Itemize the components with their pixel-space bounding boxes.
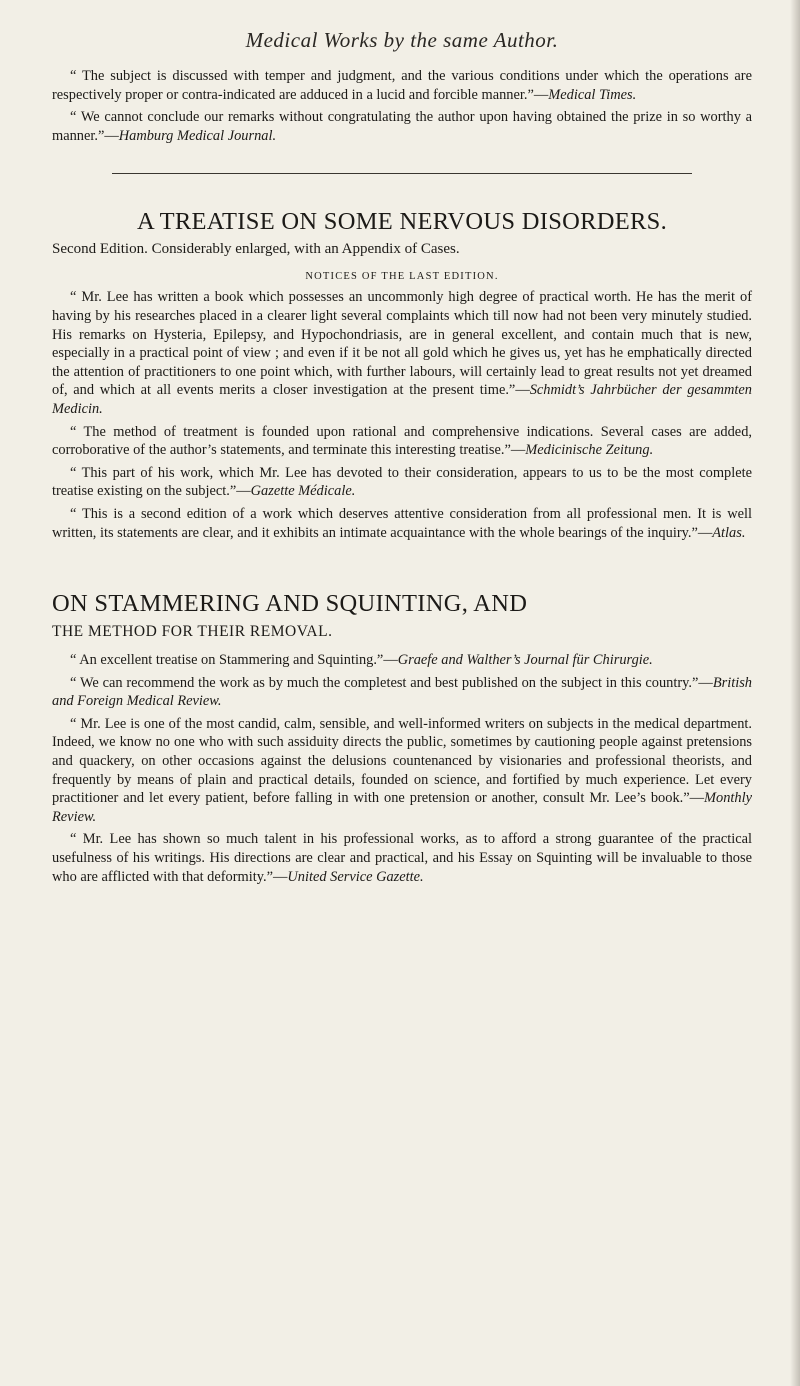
spacer (52, 546, 752, 590)
quote-united-service-gazette: “ Mr. Lee has shown so much talent in his professional works, as to afford a strong guarantee of the practical usefulness of his writings. His directions are clear and practical, and his Essay on Squinting will be invaluable to those who are afflicted with that deformity.”—United Service Gazette. (52, 831, 752, 885)
quote-source: Gazette Médicale. (250, 483, 356, 500)
running-head: Medical Works by the same Author. (245, 28, 559, 52)
section-title-stammering: ON STAMMERING AND SQUINTING, AND (52, 590, 528, 618)
quote-graefe-walther: “ An excellent treatise on Stammering and Squinting.”—Graefe and Walther’s Journal für Chirurgie. (70, 652, 653, 669)
quote-hamburg-journal: “ We cannot conclude our remarks without congratulating the author upon having obtained the prize in so worthy a manner.”—Hamburg Medical Journal. (52, 109, 752, 144)
quote-source: United Service Gazette. (287, 868, 424, 885)
quote-source: Graefe and Walther’s Journal für Chirurgie. (397, 652, 653, 669)
quote-source: Monthly Review. (52, 790, 752, 825)
quote-source: Schmidt’s Jahrbücher der gesammten Medicin. (52, 382, 752, 417)
section-title-nervous-disorders: A TREATISE ON SOME NERVOUS DISORDERS. (136, 208, 668, 236)
notices-heading: NOTICES OF THE LAST EDITION. (305, 271, 499, 283)
quote-medical-times: “ The subject is discussed with temper and judgment, and the various conditions under which the operations are respectively proper or contra-indicated are adduced in a lucid and forcible manner.”—Medical Times. (52, 68, 752, 103)
book-page (52, 10, 752, 890)
quote-source: Hamburg Medical Journal. (118, 127, 277, 144)
quote-source: Medicinische Zeitung. (525, 442, 654, 459)
page-edge-shadow (790, 0, 800, 1386)
section-divider (112, 173, 692, 174)
quote-atlas: “ This is a second edition of a work which deserves attentive consideration from all professional men. It is well written, its statements are clear, and it exhibits an intimate acquaintance with the whole bearings of the inquiry.”—Atlas. (52, 505, 752, 541)
quote-british-foreign-review: “ We can recommend the work as by much the completest and best published on the subject in this country.”—British and Foreign Medical Review. (52, 674, 752, 710)
section-subtitle: THE METHOD FOR THEIR REMOVAL. (52, 623, 333, 641)
quote-source: Medical Times. (548, 86, 637, 103)
quote-medicinische-zeitung: “ The method of treatment is founded upon rational and comprehensive indications. Several cases are added, corroborative of the author’s statements, and terminate this interesting treatise.”—Medicinische Zeitung. (52, 423, 752, 459)
quote-gazette-medicale: “ This part of his work, which Mr. Lee has devoted to their consideration, appears to us to be the most complete treatise existing on the subject.”—Gazette Médicale. (52, 464, 752, 500)
quote-monthly-review: “ Mr. Lee is one of the most candid, calm, sensible, and well-informed writers on subjects in the medical department. Indeed, we know no one who with such assiduity directs the public, sometimes by cautioning people against pretensions and quackery, on other occasions against the delusions countenanced by visionaries and professional theorists, and frequently by means of plain and practical details, founded on science, and fortified by much experience. Let every practitioner and let every patient, before falling in with one pretension or another, consult Mr. Lee’s book.”—Monthly Review. (52, 715, 752, 825)
quote-source: Atlas. (712, 524, 746, 541)
quote-schmidt: “ Mr. Lee has written a book which possesses an uncommonly high degree of practical worth. He has the merit of having by his researches placed in a clearer light several complaints which till now had not been very minutely studied. His remarks on Hysteria, Epilepsy, and Hypochondriasis, are in general excellent, and contain much that is new, especially in a practical point of view ; and even if it be not all gold which he gives us, yet has he emphatically directed the attention of practitioners to one point which, with further labours, will certainly lead to great results not yet dreamed of, and which at all events merits a closer investigation at the present time.”—Schmidt’s Jahrbücher der gesammten Medicin. (52, 289, 752, 417)
quote-source: British and Foreign Medical Review. (52, 674, 752, 710)
section-subtitle: Second Edition. Considerably enlarged, with an Appendix of Cases. (52, 241, 460, 258)
